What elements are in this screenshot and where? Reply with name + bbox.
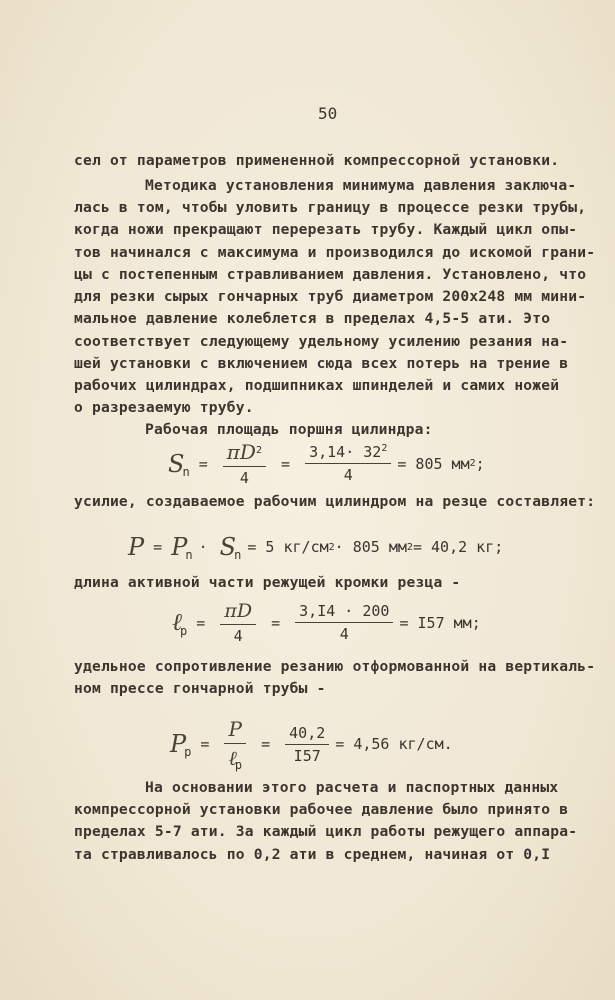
- formula-symbol: ℓ: [172, 608, 182, 636]
- text-line: На основании этого расчета и паспортных данных: [145, 779, 559, 796]
- text-line: ном прессе гончарной трубы -: [74, 680, 326, 697]
- fraction: $\frac{\pi D^2}{4}$: [223, 440, 266, 487]
- formula-symbol: P: [170, 730, 187, 758]
- fraction: $\frac{\pi D}{4}$: [220, 600, 256, 645]
- text-line: Рабочая площадь поршня цилиндра:: [145, 421, 433, 438]
- text-line: соответствует следующему удельному усилению резания на-: [74, 333, 569, 350]
- text-line: для резки сырых гончарных труб диаметром 200х248 мм мини-: [74, 288, 587, 305]
- fraction: $\frac{3,I4 \cdot 200}{4}$: [295, 602, 393, 643]
- text-line: компрессорной установки рабочее давление было принято в: [74, 801, 569, 818]
- fraction: $\frac{P}{\ell_p}$: [224, 717, 246, 771]
- text-line: удельное сопротивление резанию отформованной на вертикаль-: [74, 658, 596, 675]
- text-line: когда ножи прекращают перерезать трубу. Каждый цикл опы-: [74, 221, 578, 238]
- text-line: лась в том, чтобы уловить границу в процессе резки трубы,: [74, 199, 587, 216]
- text-line: та стравливалось по 0,2 ати в среднем, начиная от 0,I: [74, 846, 551, 863]
- text-line: тов начинался с максимума и производился до искомой грани-: [74, 244, 596, 261]
- text-line: Методика установления минимума давления заключа-: [145, 177, 577, 194]
- fraction: $\frac{3,14\cdot 32^2}{4}$: [305, 443, 391, 484]
- fraction: $\frac{40,2}{I57}$: [285, 724, 329, 765]
- text-line: мальное давление колеблется в пределах 4,5-5 ати. Это: [74, 310, 551, 327]
- text-line: рабочих цилиндрах, подшипниках шпинделей и самих ножей: [74, 377, 560, 394]
- formula-edge-length: ℓ p = $\frac{\pi D}{4}$ = $\frac{3,I4 \cdot 200}{4}$ = I57 мм;: [172, 600, 481, 645]
- text-line: длина активной части режущей кромки резца -: [74, 574, 461, 591]
- text-line: шей установки с включением сюда всех потерь на трение в: [74, 355, 569, 372]
- formula-symbol: P: [128, 533, 145, 561]
- formula-force: P = P n · S n = 5 кг/см 2 · 805 мм 2 = 40,2 кг;: [128, 533, 504, 562]
- formula-subscript: n: [182, 464, 190, 479]
- formula-specific-resistance: P p = $\frac{P}{\ell_p}$ = $\frac{40,2}{I57}$ = 4,56 кг/см.: [170, 717, 453, 772]
- text-line: усилие, создаваемое рабочим цилиндром на резце составляет:: [74, 493, 596, 510]
- formula-piston-area: S n = $\frac{\pi D^2}{4}$ = $\frac{3,14\cdot 32^2}{4}$ = 805 мм 2 ;: [168, 440, 485, 487]
- text-line: цы с постепенным стравливанием давления. Установлено, что: [74, 266, 587, 283]
- page-number: 50: [318, 104, 338, 123]
- text-line: сел от параметров примененной компрессорной установки.: [74, 152, 560, 169]
- formula-symbol: S: [168, 449, 185, 478]
- text-line: о разрезаемую трубу.: [74, 399, 254, 416]
- text-line: пределах 5-7 ати. За каждый цикл работы режущего аппара-: [74, 823, 578, 840]
